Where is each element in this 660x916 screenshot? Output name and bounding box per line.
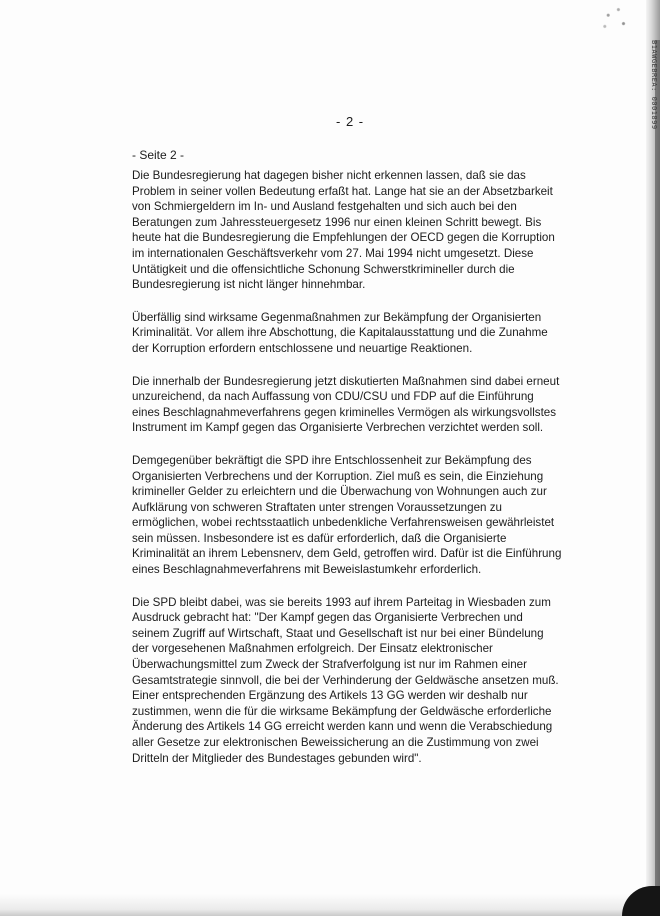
page-number: - 2 - [336, 114, 365, 129]
paragraph: Die SPD bleibt dabei, was sie bereits 1993 auf ihrem Parteitag in Wiesbaden zum Ausdruck gebracht hat: "Der Kampf gegen das Organisierte Verbrechen und seinem Zugriff auf Wirtschaft, Staat und Gesellschaft ist nur bei einer Bündelung der vorgesehenen Maßnahmen erfolgreich. Der Einsatz elektronischer Überwachungsmittel zum Zweck der Strafverfolgung ist nur im Rahmen einer Gesamtstrategie sinnvoll, die bei der Verhinderung der Geldwäsche ansetzen muß. Einer entsprechenden Ergänzung des Artikels 13 GG werden wir deshalb nur zustimmen, wenn die für die wirksame Bekämpfung der Geldwäsche erforderliche Änderung des Artikels 14 GG erreicht werden kann und wenn die Verabschiedung aller Gesetze zur elektronischen Beweissicherung an die Zustimmung von zwei Dritteln der Mitglieder des Bundestages gebunden wird". [132, 595, 559, 765]
scan-bottom-shadow [0, 894, 660, 916]
document-body [132, 168, 584, 783]
scan-bottom-corner [622, 886, 660, 916]
paragraph: Die Bundesregierung hat dagegen bisher nicht erkennen lassen, daß sie das Problem in seiner vollen Bedeutung erfaßt hat. Lange hat sie an der Absetzbarkeit von Schmiergeldern im In- und Ausland festgehalten und sich auch bei den Beratungen zum Jahressteuergesetz 1996 nur einen kleinen Schritt bewegt. Bis heute hat die Bundesregierung die Empfehlungen der OECD gegen die Korruption im internationalen Geschäftsverkehr vom 27. Mai 1994 nicht umgesetzt. Diese Untätigkeit und die offensichtliche Schonung Schwerstkrimineller durch die Bundesregierung ist nicht länger hinnehmbar. [132, 169, 555, 292]
archive-stamp-number: B1AWGEBREA: 0001899 [650, 40, 658, 130]
paragraph: Überfällig sind wirksame Gegenmaßnahmen zur Bekämpfung der Organisierten Kriminalität. Vor allem ihre Abschottung, die Kapitalausstattung und die Zunahme der Korruption erfordern entschlossene und neuartige Reaktionen. [132, 310, 548, 355]
scan-speckle-mark [598, 4, 632, 32]
paragraph: Demgegenüber bekräftigt die SPD ihre Entschlossenheit zur Bekämpfung des Organisierten Verbrechens und der Korruption. Ziel muß es sein, die Einziehung krimineller Gelder zu erleichtern und die Überwachung von Wohnungen auch zur Aufklärung von schweren Straftaten unter strengen Voraussetzungen zu ermöglichen, wobei rechtsstaatlich unbedenkliche Verfahrensweisen gewährleistet sein müssen. Insbesondere ist es dafür erforderlich, daß die Organisierte Kriminalität an ihrem Lebensnerv, dem Geld, getroffen wird. Dafür ist die Einführung eines Beschlagnahmeverfahrens mit Beweislastumkehr erforderlich. [132, 453, 562, 577]
paragraph: Die innerhalb der Bundesregierung jetzt diskutierten Maßnahmen sind dabei erneut unzureichend, da nach Auffassung von CDU/CSU und FDP auf die Einführung eines Beschlagnahmeverfahrens gegen kriminelles Vermögen als wirkungsvollstes Instrument im Kampf gegen das Organisierte Verbrechen verzichtet werden soll. [132, 374, 560, 435]
page-continuation-label: - Seite 2 - [132, 148, 185, 162]
scan-edge-line [655, 40, 660, 900]
